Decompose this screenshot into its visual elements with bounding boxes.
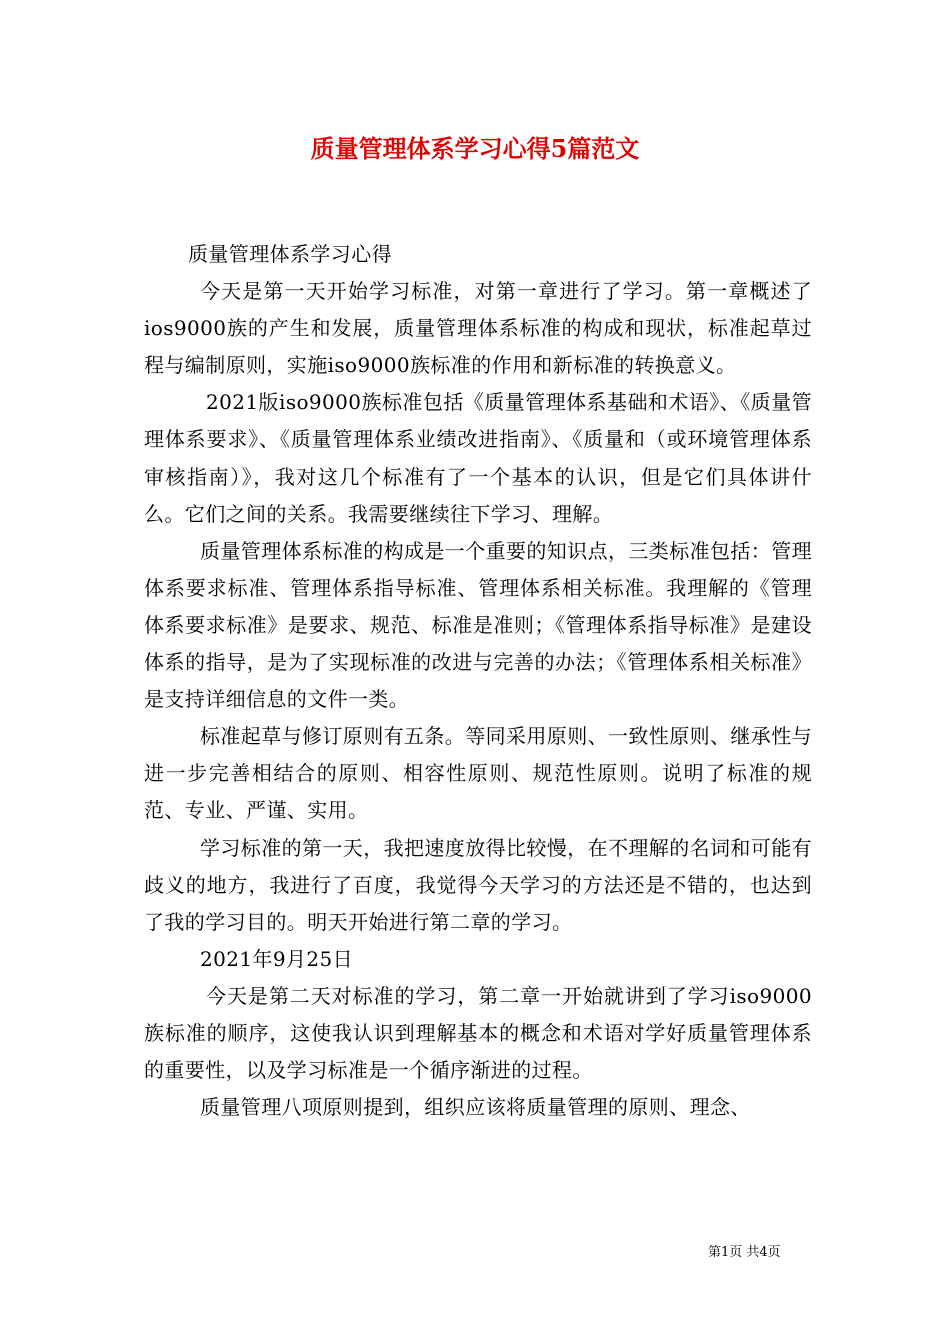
paragraph: 质量管理八项原则提到，组织应该将质量管理的原则、理念、 xyxy=(200,1095,751,1120)
date-line: 2021年9月25日 xyxy=(200,946,354,971)
section-heading: 质量管理体系学习心得 xyxy=(188,242,392,266)
document-title: 质量管理体系学习心得5篇范文 xyxy=(310,134,640,163)
page-number: 第1页 共4页 xyxy=(708,1245,781,1260)
document-body xyxy=(144,236,812,1126)
paragraph: 学习标准的第一天，我把速度放得比较慢，在不理解的名词和可能有歧义的地方，我进行了百度，我觉得今天学习的方法还是不错的，也达到了我的学习目的。明天开始进行第二章的学习。 xyxy=(144,835,812,934)
paragraph: 今天是第一天开始学习标准，对第一章进行了学习。第一章概述了ios9000族的产生和发展，质量管理体系标准的构成和现状，标准起草过程与编制原则，实施iso9000族标准的作用和新标准的转换意义。 xyxy=(144,279,812,378)
paragraph: 今天是第二天对标准的学习，第二章一开始就讲到了学习iso9000族标准的顺序，这使我认识到理解基本的概念和术语对学好质量管理体系的重要性，以及学习标准是一个循序渐进的过程。 xyxy=(144,983,812,1083)
paragraph: 质量管理体系标准的构成是一个重要的知识点，三类标准包括：管理体系要求标准、管理体系指导标准、管理体系相关标准。我理解的《管理体系要求标准》是要求、规范、标准是准则；《管理体系指导标准》是建设体系的指导，是为了实现标准的改进与完善的办法；《管理体系相关标准》是支持详细信息的文件一类。 xyxy=(144,538,812,712)
paragraph: 2021版iso9000族标准包括《质量管理体系基础和术语》、《质量管理体系要求》、《质量管理体系业绩改进指南》、《质量和（或环境管理体系审核指南）》，我对这几个标准有了一个基本的认识，但是它们具体讲什么。它们之间的关系。我需要继续往下学习、理解。 xyxy=(144,390,812,526)
paragraph: 标准起草与修订原则有五条。等同采用原则、一致性原则、继承性与进一步完善相结合的原则、相容性原则、规范性原则。说明了标准的规范、专业、严谨、实用。 xyxy=(144,724,812,823)
